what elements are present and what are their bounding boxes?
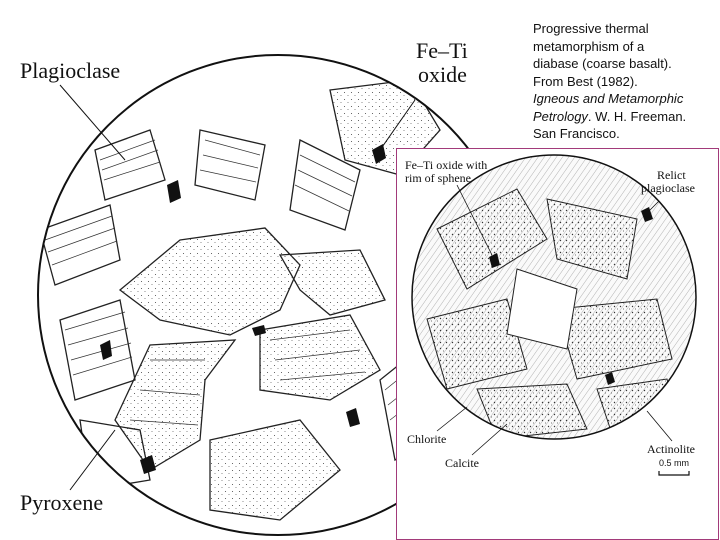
caption-publisher: . W. H. Freeman. bbox=[587, 108, 687, 124]
caption-line: San Francisco. bbox=[533, 126, 620, 141]
actinolite-label: Actinolite bbox=[647, 442, 695, 456]
scale-label: 0.5 mm bbox=[659, 458, 690, 468]
fe-ti-label-line2: oxide bbox=[418, 62, 467, 87]
scale-bar bbox=[659, 471, 689, 475]
actinolite-leader bbox=[647, 411, 672, 441]
plagioclase-label: Plagioclase bbox=[20, 58, 121, 83]
figure-caption bbox=[533, 20, 713, 143]
relict-label-line1: Relict bbox=[657, 168, 686, 182]
calcite-label: Calcite bbox=[445, 456, 479, 470]
fe-ti-rim-label-line1: Fe–Ti oxide with bbox=[405, 158, 488, 172]
metamorphosed-thin-section bbox=[397, 149, 717, 538]
calcite-leader bbox=[472, 424, 507, 455]
fe-ti-label-line1: Fe–Ti bbox=[416, 38, 468, 63]
relict-label-line2: plagioclase bbox=[641, 181, 695, 195]
caption-line: Igneous and Metamorphic bbox=[533, 91, 684, 106]
caption-line: metamorphism of a bbox=[533, 38, 645, 54]
pyroxene-label: Pyroxene bbox=[20, 490, 104, 515]
caption-line bbox=[533, 108, 713, 126]
metamorphosed-diabase-figure bbox=[396, 148, 719, 540]
caption-line: diabase (coarse basalt). bbox=[533, 56, 672, 71]
chlorite-label: Chlorite bbox=[407, 432, 447, 446]
chlorite-leader bbox=[437, 407, 467, 431]
caption-book-title: Petrology bbox=[533, 108, 588, 124]
caption-line: Progressive thermal bbox=[533, 21, 649, 36]
fe-ti-rim-label-line2: rim of sphene bbox=[405, 171, 471, 185]
caption-line: From Best (1982). bbox=[533, 73, 638, 89]
